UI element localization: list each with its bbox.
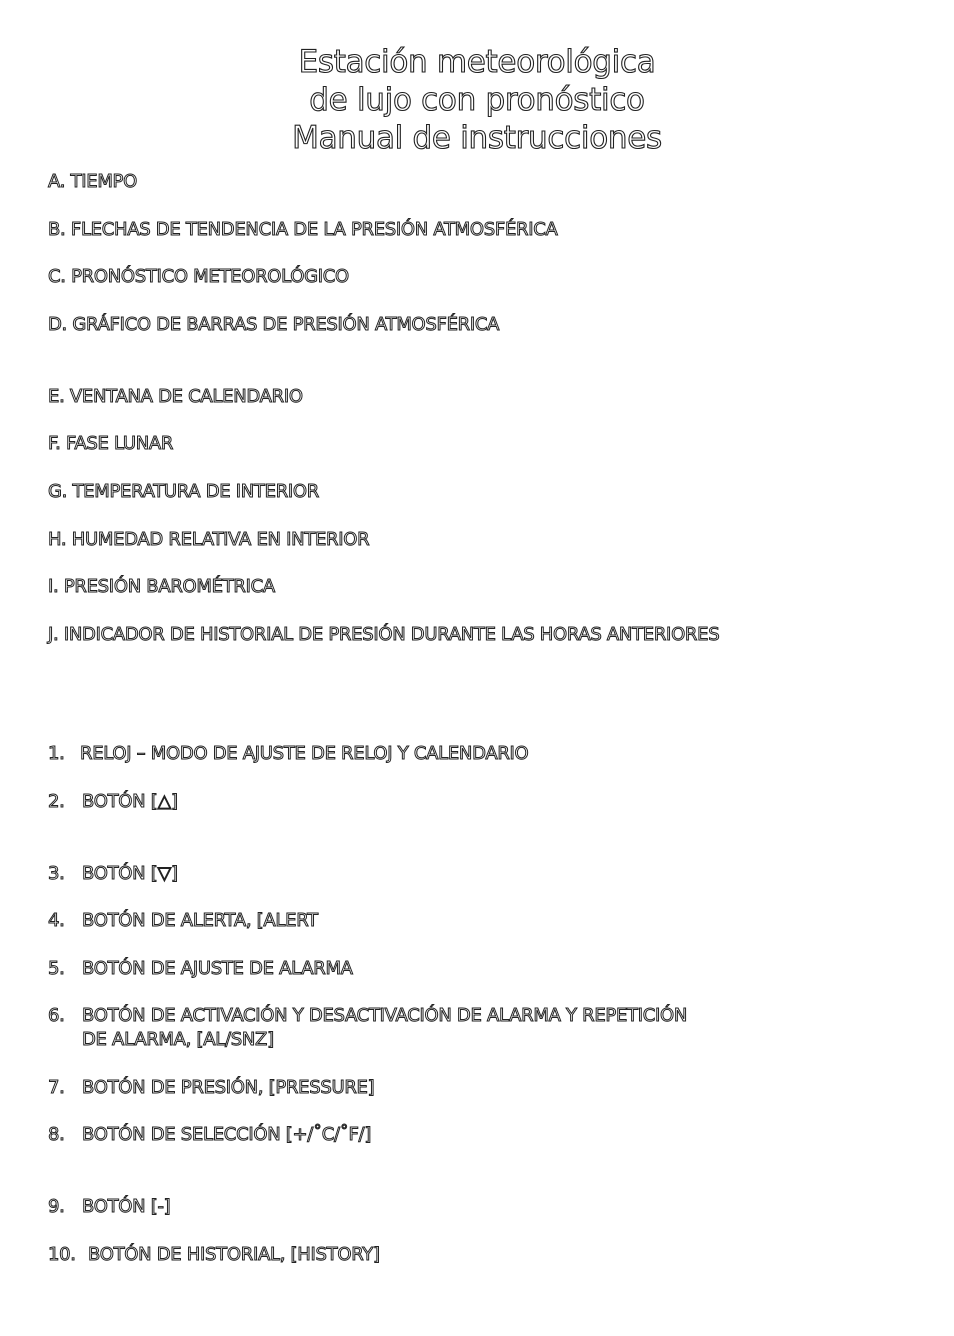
title-line-3: Manual de instrucciones: [292, 120, 662, 156]
part-item-e: E. VENTANA DE CALENDARIO: [48, 386, 303, 407]
button-item-number: 9.: [48, 1196, 65, 1217]
button-item-number: 1.: [48, 743, 65, 764]
part-item-i: I. PRESIÓN BAROMÉTRICA: [48, 576, 275, 597]
button-item-text: BOTÓN DE PRESIÓN, [PRESSURE]: [82, 1077, 375, 1098]
page-title: [0, 43, 954, 157]
button-item-number: 6.: [48, 1005, 65, 1026]
button-item-number: 10.: [48, 1244, 76, 1265]
button-item-text: BOTÓN DE ACTIVACIÓN Y DESACTIVACIÓN DE ALARMA Y REPETICIÓN: [82, 1005, 688, 1026]
button-item-text: BOTÓN [-]: [82, 1196, 171, 1217]
button-item-text: BOTÓN [△]: [82, 791, 178, 812]
button-item-text-continued: DE ALARMA, [AL/SNZ]: [82, 1029, 274, 1050]
part-item-h: H. HUMEDAD RELATIVA EN INTERIOR: [48, 529, 370, 550]
button-item-text: BOTÓN [▽]: [82, 863, 178, 884]
button-item-number: 7.: [48, 1077, 65, 1098]
part-item-b: B. FLECHAS DE TENDENCIA DE LA PRESIÓN ATMOSFÉRICA: [48, 219, 558, 240]
title-line-1: Estación meteorológica: [298, 44, 656, 80]
button-item-text: RELOJ – MODO DE AJUSTE DE RELOJ Y CALENDARIO: [80, 743, 529, 764]
button-item-text: BOTÓN DE HISTORIAL, [HISTORY]: [88, 1244, 380, 1265]
part-item-j: J. INDICADOR DE HISTORIAL DE PRESIÓN DURANTE LAS HORAS ANTERIORES: [48, 624, 720, 645]
button-item-text: BOTÓN DE SELECCIÓN [+/˚C/˚F/]: [82, 1124, 372, 1145]
button-item-text: BOTÓN DE ALERTA, [ALERT: [82, 910, 318, 931]
button-item-number: 2.: [48, 791, 65, 812]
button-item-text: BOTÓN DE AJUSTE DE ALARMA: [82, 958, 353, 979]
button-item-number: 3.: [48, 863, 65, 884]
button-item-number: 5.: [48, 958, 65, 979]
part-item-c: C. PRONÓSTICO METEOROLÓGICO: [48, 266, 349, 287]
part-item-f: F. FASE LUNAR: [48, 433, 174, 454]
title-line-2: de lujo con pronóstico: [309, 82, 645, 118]
part-item-a: A. TIEMPO: [48, 171, 137, 192]
part-item-d: D. GRÁFICO DE BARRAS DE PRESIÓN ATMOSFÉRICA: [48, 314, 500, 335]
button-item-number: 4.: [48, 910, 65, 931]
button-item-number: 8.: [48, 1124, 65, 1145]
part-item-g: G. TEMPERATURA DE INTERIOR: [48, 481, 319, 502]
